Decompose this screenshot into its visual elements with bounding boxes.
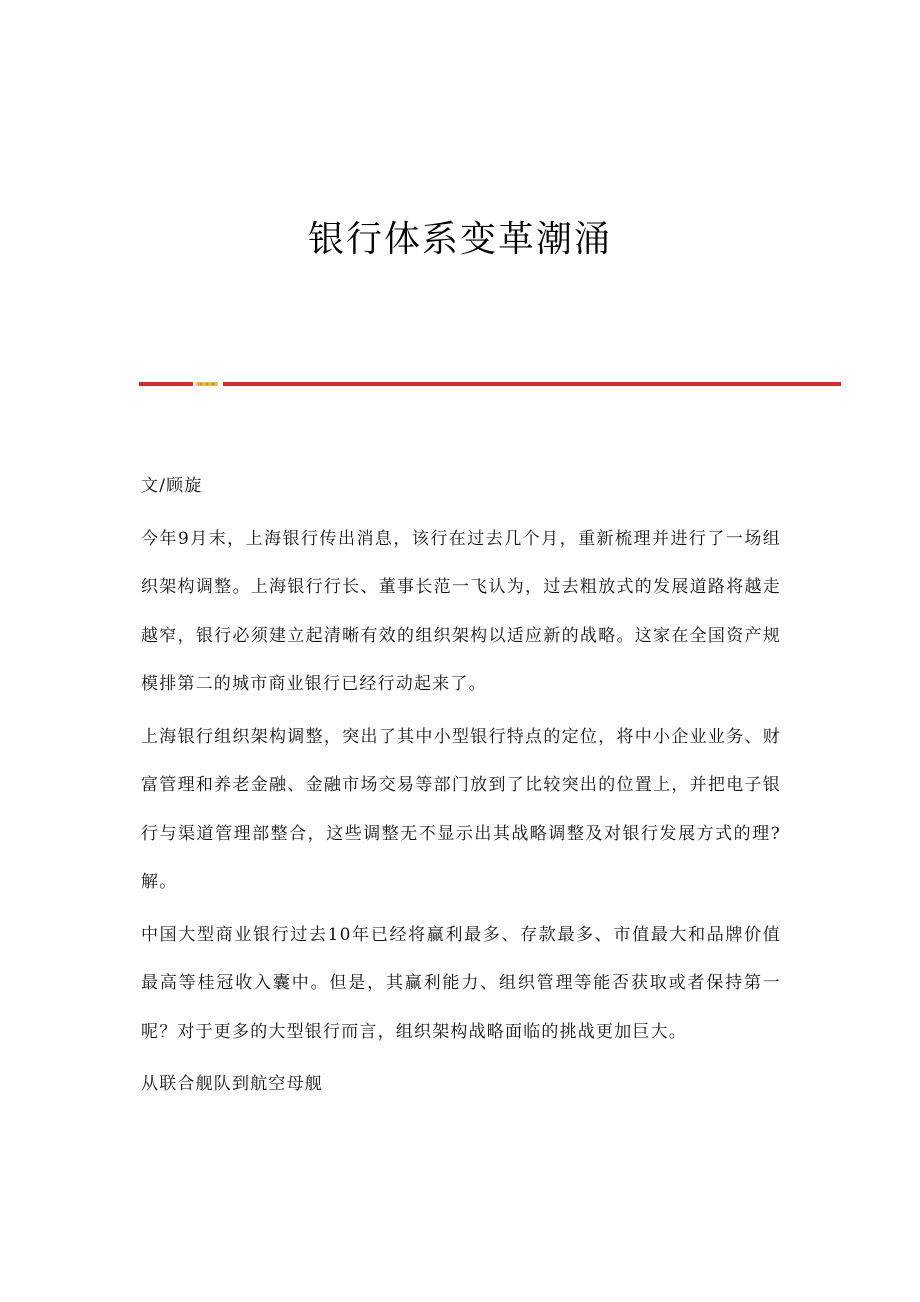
paragraph: 中国大型商业银行过去10年已经将赢利最多、存款最多、市值最大和品牌价值最高等桂冠收入囊中。但是，其赢利能力、组织管理等能否获取或者保持第一呢？对于更多的大型银行而言，组织架构战略面临的挑战更加巨大。 bbox=[141, 924, 781, 1042]
divider-left-segment bbox=[139, 382, 193, 386]
article-body bbox=[141, 462, 781, 1113]
paragraph: 今年9月末，上海银行传出消息，该行在过去几个月，重新梳理并进行了一场组织架构调整。上海银行行长、董事长范一飞认为，过去粗放式的发展道路将越走越窄，银行必须建立起清晰有效的组织架构以适应新的战略。这家在全国资产规模排第二的城市商业银行已经行动起来了。 bbox=[141, 528, 781, 694]
paragraph: 上海银行组织架构调整，突出了其中小型银行特点的定位，将中小企业业务、财富管理和养老金融、金融市场交易等部门放到了比较突出的位置上，并把电子银行与渠道管理部整合，这些调整无不显示出其战略调整及对银行发展方式的理?解。 bbox=[141, 726, 781, 892]
title-divider bbox=[139, 380, 841, 388]
section-heading: 从联合舰队到航空母舰 bbox=[141, 1074, 323, 1094]
divider-right-segment bbox=[223, 382, 841, 386]
byline: 文/顾旋 bbox=[141, 476, 203, 496]
document-title: 银行体系变革潮涌 bbox=[307, 219, 612, 260]
divider-ornament-icon bbox=[195, 380, 219, 388]
